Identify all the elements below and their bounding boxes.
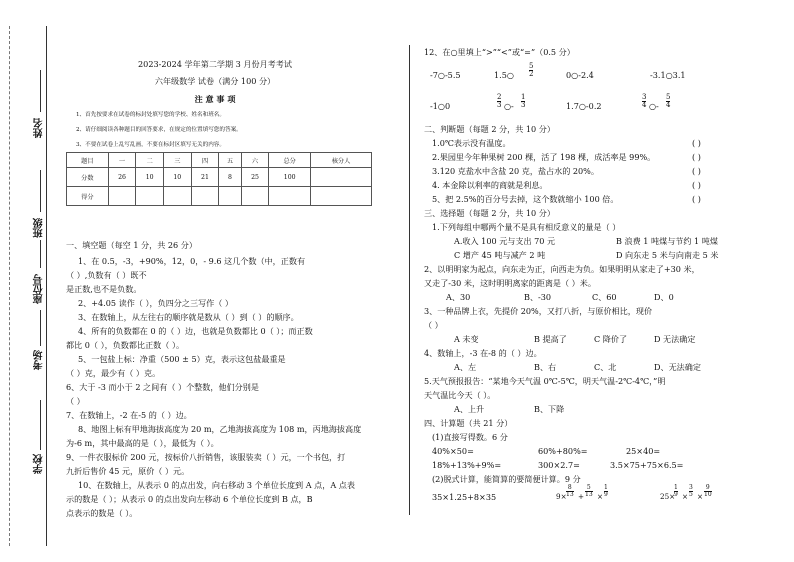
frac-num: 5	[529, 62, 534, 70]
frac-num: 3	[689, 484, 693, 491]
frac-num: 1	[521, 93, 526, 101]
score-input-cell[interactable]	[269, 187, 311, 206]
points-cell: 100	[269, 168, 311, 187]
frac-den: 3	[521, 101, 526, 110]
choice-2-option-b[interactable]: B、-30	[524, 292, 552, 302]
score-header-cell: 二	[136, 153, 164, 168]
choice-2-line-1: 2、以明明家为起点，向东走为正，向西走为负。如果明明从家走了+30 米，	[424, 264, 700, 274]
compare-4: -3.1○3.1	[650, 70, 686, 80]
choice-3-option-d[interactable]: D 无法确定	[654, 334, 696, 344]
score-header-cell: 五	[219, 153, 241, 168]
binding-cut-line	[9, 26, 10, 546]
compare-6: ○-	[504, 101, 514, 111]
calc-2-expr-3-prefix: 25×	[660, 492, 676, 501]
score-input-cell[interactable]	[136, 187, 164, 206]
q2: 2、+4.05 读作（ ），负四分之三写作（ ）	[78, 298, 234, 308]
compare-7: 1.7○-0.2	[566, 101, 602, 111]
score-header-cell: 六	[241, 153, 269, 168]
score-table-header-row	[67, 153, 372, 168]
exam-subtitle: 六年级数学 试卷（满分 100 分）	[154, 76, 276, 86]
calc-1-title: (1)直接写得数。6 分	[432, 432, 508, 442]
calc-2-expr-1: 35×1.25+8×35	[432, 492, 497, 502]
frac-den: 9	[674, 491, 678, 499]
q3: 3、在数轴上，从左往右的顺序就是数从（ ）到（ ）的顺序。	[78, 312, 299, 322]
calc-1-item-6: 3.5×75+75×6.5=	[610, 460, 684, 470]
notice-1: 1、首先按要求在试卷的标封处填写您的学校、姓名和班名。	[76, 112, 225, 118]
q1-line-2: （ ）,负数有（ ）既不	[66, 270, 147, 280]
choice-1-option-b[interactable]: B 浪费 1 吨煤与节约 1 吨煤	[616, 236, 718, 246]
q10-line-2: 示的数是（ ）；从表示 0 的点出发向左移动 6 个单位长度到 B 点，B	[66, 494, 313, 504]
judge-4-answer[interactable]: ( )	[692, 180, 701, 190]
points-cell	[311, 168, 372, 187]
calc-1-item-4: 18%+13%+9%=	[432, 460, 502, 470]
calc-2-title: (2)脱式计算，能简算的要简便计算。9 分	[432, 474, 581, 484]
q4-line-1: 4、所有的负数都在 0 的（ ）边，也就是负数都比 0（ ）；而正数	[78, 326, 313, 336]
fraction-3-5	[689, 485, 693, 499]
q1-line-1: 1、在 0.5，-3，+90%，12，0，- 9.6 这几个数（中，正数有	[78, 256, 306, 266]
judge-4: 4. 本金除以利率的商就是利息。	[432, 180, 548, 190]
section-4-title: 四、计算题（共 21 分）	[424, 418, 513, 428]
q6-line-1: 6、大于 -3 而小于 2 之间有（ ）个整数，他们分别是	[66, 382, 259, 392]
score-header-cell: 总分	[269, 153, 311, 168]
score-label: 得分	[67, 187, 109, 206]
frac-den: 4	[666, 101, 671, 110]
class-label: 班级	[34, 218, 45, 238]
q8-line-1: 8、地图上标有甲地海拔高度为 20 m，乙地海拔高度为 108 m，丙地海拔高度	[78, 424, 362, 434]
calc-2-expr-2-prefix: 9×	[556, 492, 567, 501]
frac-num: 5	[666, 93, 671, 101]
frac-den: 4	[642, 101, 647, 110]
frac-den: 10	[704, 491, 712, 499]
choice-4-option-a[interactable]: A、左	[454, 362, 477, 372]
exam-room-field[interactable]	[40, 310, 41, 346]
q7: 7、在数轴上，-2 在-5 的（ ）边。	[66, 410, 192, 420]
choice-1-option-c[interactable]: C 增产 45 吨与减产 2 吨	[454, 250, 546, 260]
compare-2: 1.5○	[494, 70, 514, 80]
q9-line-2: 九折后售价 45 元，原价（ ）元。	[66, 466, 190, 476]
score-table-points-row	[67, 168, 372, 187]
notice-2: 2、请仔细阅读各种题目的回答要求，在规定的位置填写您的答案。	[76, 127, 242, 133]
choice-2-line-2: 又走了-30 米，这时明明离家的距离是（ ）米。	[424, 278, 596, 288]
frac-num: 2	[497, 93, 502, 101]
score-input-cell[interactable]	[241, 187, 269, 206]
fraction-2-3	[497, 94, 501, 110]
calc-1-item-2: 60%+80%=	[538, 446, 588, 456]
notice-3: 3、不要在试卷上乱写乱画，不要在标封区填写无关的内容。	[76, 142, 225, 148]
score-header-cell: 四	[191, 153, 219, 168]
points-cell: 25	[241, 168, 269, 187]
exam-title: 2023-2024 学年第二学期 3 月份月考考试	[138, 59, 292, 69]
times-sign: ×	[597, 492, 604, 501]
choice-5-line-1: 5.天气预报报告：“某地今天气温 0℃-5℃，明天气温-2℃-4℃，”明	[424, 376, 666, 386]
fraction-8-13	[566, 485, 574, 499]
times-sign: ×	[697, 492, 704, 501]
name-field[interactable]	[40, 70, 41, 112]
notice-title: 注 意 事 项	[194, 94, 236, 104]
section-3-title: 三、选择题（每题 2 分，共 10 分）	[424, 208, 555, 218]
choice-4-option-d[interactable]: D、无法确定	[654, 362, 701, 372]
points-label: 分数	[67, 168, 109, 187]
compare-3: 0○-2.4	[566, 70, 594, 80]
section-1-title: 一、填空题（每空 1 分，共 26 分）	[66, 240, 197, 250]
seat-label: 座位号	[34, 274, 45, 304]
choice-3-line-2: （ ）	[424, 320, 443, 330]
judge-2-answer[interactable]: ( )	[692, 152, 701, 162]
q5-line-1: 5、一包盐上标：净重（500 ± 5）克，表示这包盐最重是	[78, 354, 286, 364]
points-cell: 21	[191, 168, 219, 187]
points-cell: 26	[108, 168, 136, 187]
q10-line-3: 点表示的数是（ ）。	[66, 508, 138, 518]
score-input-cell[interactable]	[219, 187, 241, 206]
class-field[interactable]	[40, 170, 41, 212]
choice-5-option-b[interactable]: B、下降	[534, 404, 565, 414]
choice-2-option-c[interactable]: C、60	[592, 292, 617, 302]
frac-den: 13	[566, 491, 574, 499]
q6-line-2: （ ）	[66, 396, 85, 406]
score-header-cell: 一	[108, 153, 136, 168]
choice-5-option-a[interactable]: A、上升	[454, 404, 485, 414]
compare-1: -7○-5.5	[430, 70, 461, 80]
school-field[interactable]	[40, 400, 41, 450]
calc-1-item-1: 40%×50=	[432, 446, 474, 456]
school-label: 学校	[34, 454, 45, 474]
score-header-cell: 三	[163, 153, 191, 168]
q8-line-2: 为-6 m，其中最高的是（ ），最低为（ ）。	[66, 438, 219, 448]
judge-5-answer[interactable]: ( )	[692, 194, 701, 204]
fraction-1-9	[674, 485, 678, 499]
plus-sign: +	[578, 492, 585, 501]
frac-num: 8	[567, 484, 572, 491]
section-2-title: 二、判断题（每题 2 分，共 10 分）	[424, 124, 555, 134]
choice-4-option-b[interactable]: B、右	[534, 362, 557, 372]
score-table	[66, 152, 372, 206]
frac-den: 5	[689, 491, 693, 499]
seat-field[interactable]	[40, 240, 41, 268]
score-header-cell: 题目	[67, 153, 109, 168]
choice-1-option-a[interactable]: A.收入 100 元与支出 70 元	[454, 236, 556, 246]
score-input-cell[interactable]	[108, 187, 136, 206]
frac-num: 3	[642, 93, 647, 101]
frac-den: 3	[497, 101, 502, 110]
times-sign: ×	[682, 492, 689, 501]
fraction-3-4	[642, 94, 646, 110]
frac-num: 1	[674, 484, 678, 491]
judge-3-answer[interactable]: ( )	[692, 166, 701, 176]
fraction-1-3	[521, 94, 525, 110]
name-label: 姓名	[34, 118, 45, 138]
fraction-5-13	[585, 485, 593, 499]
judge-5: 5、把 2.5%的百分号去掉，这个数就缩小 100 倍。	[432, 194, 619, 204]
score-table-score-row	[67, 187, 372, 206]
judge-2: 2.果园里今年种果树 200 棵，活了 198 棵，成活率是 99%。	[432, 152, 656, 162]
frac-num: 5	[586, 484, 591, 491]
choice-4-option-c[interactable]: C、北	[594, 362, 617, 372]
fraction-5-2	[529, 63, 533, 79]
column-divider	[409, 45, 410, 515]
frac-den: 2	[529, 70, 534, 79]
score-input-cell[interactable]	[163, 187, 191, 206]
fraction-9-10	[704, 485, 712, 499]
points-cell: 10	[136, 168, 164, 187]
choice-2-option-a[interactable]: A、30	[446, 292, 471, 302]
calc-1-item-5: 300×2.7=	[538, 460, 580, 470]
choice-3-option-b[interactable]: B 提高了	[534, 334, 567, 344]
choice-5-line-2: 天气温比今天（ ）。	[424, 390, 496, 400]
q10-line-1: 10、在数轴上，从表示 0 的点出发，向右移动 3 个单位长度到 A 点，A 点表	[78, 480, 355, 490]
choice-3-option-c[interactable]: C 降价了	[594, 334, 628, 344]
exam-room-label: 考场	[34, 350, 45, 370]
fraction-1-9	[604, 485, 608, 499]
frac-den: 9	[604, 491, 608, 499]
frac-num: 1	[604, 484, 608, 491]
judge-3: 3.120 克盐水中含盐 20 克，盐占水的 20%。	[432, 166, 599, 176]
points-cell: 8	[219, 168, 241, 187]
choice-1: 1.下列每组中哪两个量不是具有相反意义的量是（ ）	[432, 222, 621, 232]
choice-1-option-d[interactable]: D 向东走 5 米与向南走 5 米	[616, 250, 719, 260]
q12-title: 12、在○里填上“>”“<”或“=”（0.5 分）	[424, 47, 575, 57]
score-header-cell: 核分人	[311, 153, 372, 168]
frac-num: 9	[705, 484, 710, 491]
points-cell: 10	[163, 168, 191, 187]
q4-line-2: 都比 0（ ），负数都比正数（ ）。	[66, 340, 185, 350]
score-input-cell[interactable]	[311, 187, 372, 206]
judge-1-answer[interactable]: ( )	[692, 138, 701, 148]
compare-5: -1○0	[430, 101, 451, 111]
frac-den: 13	[585, 491, 593, 499]
compare-8: ○-	[649, 101, 659, 111]
fraction-5-4	[666, 94, 670, 110]
score-input-cell[interactable]	[191, 187, 219, 206]
choice-4: 4、数轴上，-3 在-8 的（ ）边。	[424, 348, 542, 358]
q9-line-1: 9、一件衣服标价 200 元，按标价八折销售，该服装卖（ ）元，一个书包，打	[66, 452, 346, 462]
q5-line-2: （ ）克，最少有（ ）克。	[66, 368, 161, 378]
q1-line-3: 是正数,也不是负数。	[66, 284, 142, 294]
calc-1-item-3: 25×40=	[626, 446, 661, 456]
choice-3-option-a[interactable]: A 未变	[454, 334, 479, 344]
choice-3-line-1: 3、一种品牌上衣，先提价 20%，又打八折，与原价相比，现价	[424, 306, 653, 316]
judge-1: 1.0℃表示没有温度。	[432, 138, 511, 148]
choice-2-option-d[interactable]: D、0	[654, 292, 674, 302]
